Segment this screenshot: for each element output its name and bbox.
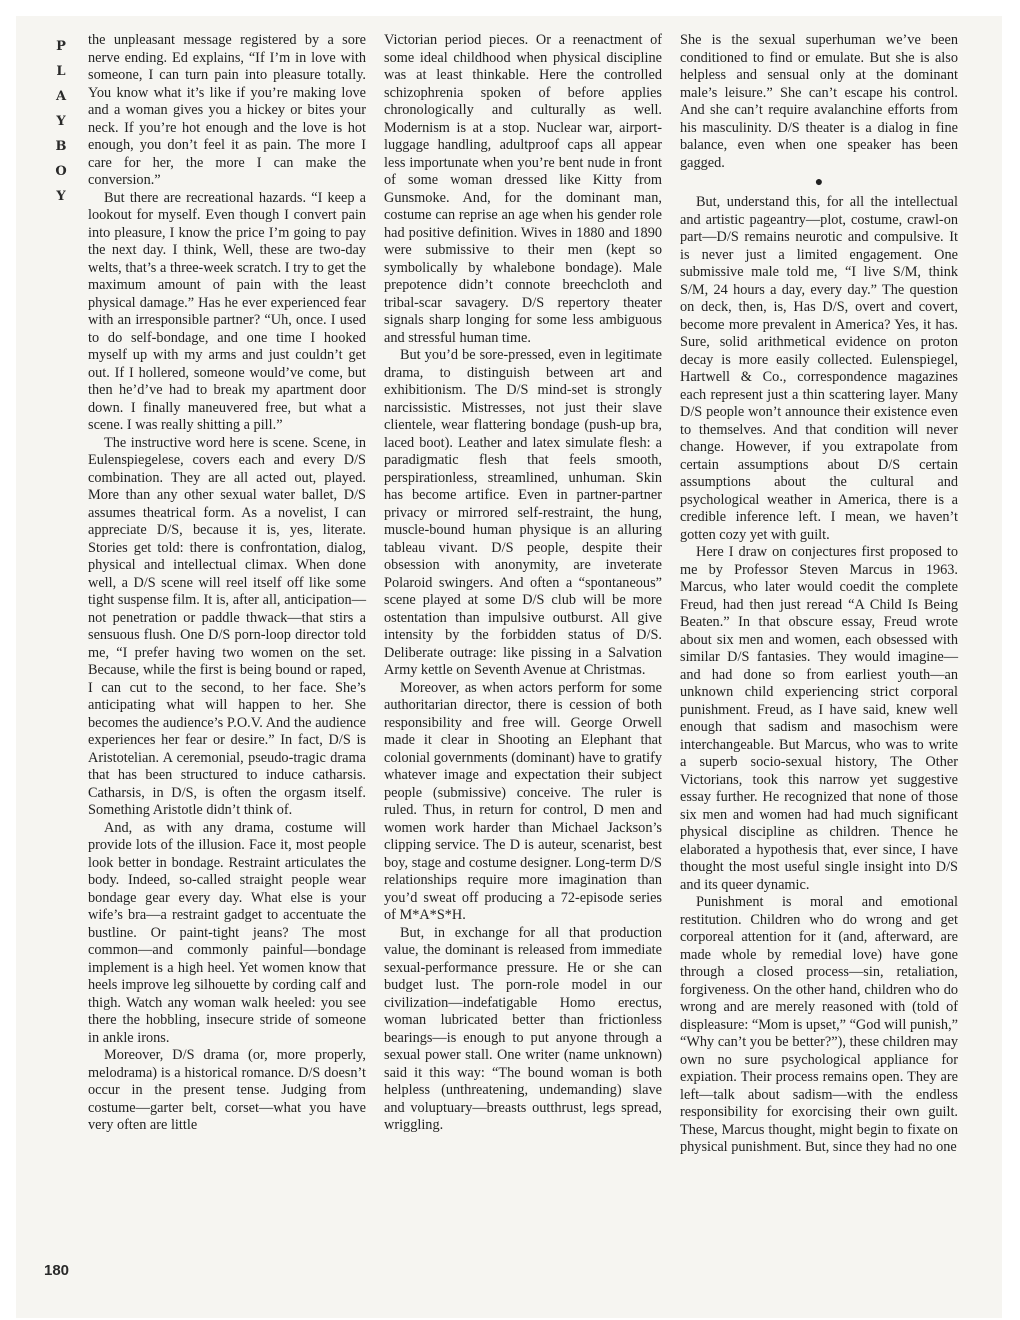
text-column-3 (680, 32, 958, 1157)
running-head-letter: A (55, 89, 67, 104)
running-head-letter: Y (56, 189, 66, 204)
paragraph: But you’d be sore-pressed, even in legitimate drama, to distinguish between art and exhibitionism. The D/S mind-set is strongly narcissistic. Mistresses, not just their slave clientele, wear flattering bondage (push-up bra, laced boot). Leather and latex simulate flesh: a paradigmatic flesh that feels smooth, perspirationless, streamlined, unhuman. Skin has become artifice. Even in partner-partner privacy or mirrored self-restraint, the hung, muscle-bound human physique is an alluring tableau vivant. D/S people, despite their obsession with anonymity, are inveterate Polaroid swingers. And often a “spontaneous” scene played at some D/S club will be more ostentation than impulsive outburst. All give intensity by the forbidden status of D/S. Deliberate outrage: like pissing in a Salvation Army kettle on Seventh Avenue at Christmas. (384, 347, 662, 678)
running-head-letter: O (55, 164, 67, 179)
paragraph: the unpleasant message registered by a sore nerve ending. Ed explains, “If I’m in love with someone, I can turn pain into pleasure totally. You know what it’s like if you’re making love and a woman gives you a hickey or bites your neck. If you’re hot enough and the love is hot enough, you don’t feel it as pain. The more I care for her, the more I can make the conversion.” (88, 32, 366, 188)
running-head-letter: Y (56, 114, 66, 129)
paragraph: Moreover, D/S drama (or, more properly, melodrama) is a historical romance. D/S doesn’t occur in the present tense. Judging from costume—garter belt, corset—what you have very often are little (88, 1047, 366, 1133)
paragraph: And, as with any drama, costume will provide lots of the illusion. Face it, most people look better in bondage. Restraint articulates the body. Indeed, so-called straight people wear bondage gear every day. What else is your wife’s bra—a restraint gadget to accentuate the bustline. Or paint-tight jeans? The most common—and commonly painful—bondage implement is a high heel. Yet women know that heels improve leg silhouette by cording calf and thigh. Watch any woman walk heeled: you see there the hobbling, insecure stride of someone in ankle irons. (88, 819, 366, 1046)
text-column-2 (384, 32, 662, 1135)
paragraph: But there are recreational hazards. “I keep a lookout for myself. Even though I convert pain into pleasure, I know the price I’m going to pay the next day. I think, Well, these are two-day welts, that’s a three-week scratch. I try to get the maximum amount of pain with the least physical damage.” Has he ever experienced fear with an irresponsible partner? “Uh, once. I used to do self-bondage, and one time I hooked myself up with my arms and just couldn’t get out. If I hollered, someone would’ve come, but then he’d’ve had to break my apartment door down. I finally maneuvered free, but what a scene. I was really shitting a pill.” (88, 189, 366, 433)
paragraph: Punishment is moral and emotional restitution. Children who do wrong and get corporeal attention for it (and, afterward, are made whole by remedial love) have gone through a closed process—sin, retaliation, forgiveness. On the other hand, children who do wrong and are merely reasoned with (told of displeasure: “Mom is upset,” “God will punish,” “Why can’t you be better?”), these children may own no sure psychological appliance for expiation. Their process remains open. They are left—talk about sadism—with the endless responsibility for exorcising their own guilt. These, Marcus thought, might begin to fixate on physical punishment. But, since they had no one (680, 894, 958, 1155)
paragraph: But, understand this, for all the intellectual and artistic pageantry—plot, costume, crawl-on part—D/S remains neurotic and compulsive. It is never just a limited engagement. One submissive male told me, “I live S/M, think S/M, 24 hours a day, every day.” The question on deck, then, is, Has D/S, overt and covert, become more prevalent in America? Yes, it has. Sure, solid arithmetical evidence on proton decay is more easily collected. Eulenspiegel, Hartwell & Co., correspondence magazines each represent just a thin scattering layer. Many D/S people won’t announce their existence even to themselves. And that condition will never change. However, if you extrapolate from certain assumptions about D/S certain assumptions about the cultural and psychological weather in America, there is a credible inference left. I mean, we haven’t gotten cozy yet with guilt. (680, 194, 958, 543)
paragraph: Moreover, as when actors perform for some authoritarian director, there is cession of both responsibility and free will. George Orwell made it clear in Shooting an Elephant that colonial governments (dominant) have to gratify whatever image and expectation their subject people (submissive) conceive. The ruler is ruled. Thus, in return for control, D men and women work harder than Michael Jackson’s clipping service. The D is auteur, scenarist, best boy, stage and costume designer. Long-term D/S relationships require more imagination than you’d sweat off producing a 72-episode series of M*A*S*H. (384, 679, 662, 923)
running-head-letter: B (55, 139, 67, 154)
section-break-bullet: ● (814, 175, 824, 190)
paragraph: She is the sexual superhuman we’ve been conditioned to find or emulate. But she is also helpless and sensual only at the dominant male’s leisure.” She can’t escape his control. And she can’t require avalanchine efforts from his masculinity. D/S theater is a dialog in fine balance, even when one speaker has been gagged. (680, 32, 958, 171)
magazine-page (16, 16, 1002, 1318)
paragraph: Victorian period pieces. Or a reenactment of some ideal childhood when physical discipline was at least thinkable. Here the controlled schizophrenia spoken of before applies chronologically and culturally as well. Modernism is at a stop. Nuclear war, airport-luggage handling, adultproof caps all appear less importunate when you’re bent nude in front of some woman dressed like Kitty from Gunsmoke. And, for the dominant man, costume can reprise an age when his gender role had positive definition. Wives in 1880 and 1890 were submissive to their men (kept so symbolically by whalebone bondage). Male prepotence didn’t connote breechcloth and tribal-scar savagery. D/S repertory theater signals sharp longing for some less ambiguous and stressful human time. (384, 32, 662, 346)
paragraph: Here I draw on conjectures first proposed to me by Professor Steven Marcus in 1963. Marcus, who later would coedit the complete Freud, had then just reread “A Child Is Being Beaten.” In that obscure essay, Freud wrote about six men and women, each obsessed with similar D/S fantasies. They would imagine—and had done so from earliest youth—an unknown child experiencing strict corporal punishment. Freud, as I have said, knew well enough that sadism and masochism were interchangeable. But Marcus, who was to write a superb socio-sexual history, The Other Victorians, took this narrow yet suggestive essay further. He recognized that none of those six men and women had had much significant physical discipline as children. Thence he elaborated a hypothesis that, ever since, I have thought the most useful single insight into D/S and its queer dynamic. (680, 544, 958, 893)
paragraph: The instructive word here is scene. Scene, in Eulenspiegelese, covers each and every D/S combination. They are all acted out, played. More than any other sexual water ballet, D/S assumes theatrical form. As a novelist, I can appreciate D/S, because it is, yes, literate. Stories get told: there is confrontation, dialog, physical and intellectual climax. When done well, a D/S scene will reel itself off like some tight suspense film. It is, after all, anticipation—not penetration or paddle thwack—that stirs a sensuous flush. One D/S porn-loop director told me, “I prefer having two women on the set. Because, while the first is being bound or raped, I can cut to the second, to her face. She’s anticipating what will happen to her. She becomes the audience’s P.O.V. And the audience experiences her fear or desire.” In fact, D/S is Aristotelian. A ceremonial, pseudo-tragic drama that has been structured to induce catharsis. Catharsis, in D/S, is often the orgasm itself. Something Aristotle didn’t think of. (88, 434, 366, 818)
paragraph: But, in exchange for all that production value, the dominant is released from immediate sexual-performance pressure. He or she can budget lust. The porn-role model in our civilization—indefatigable Homo erectus, woman lubricated better than frictionless bearings—is enough to put anyone through a sexual power stall. One writer (name unknown) said it this way: “The bound woman is both helpless (unthreatening, undemanding) slave and voluptuary—breasts outthrust, legs spread, wriggling. (384, 924, 662, 1133)
text-column-1 (88, 32, 366, 1135)
running-head-letter: P (56, 39, 66, 54)
page-number: 180 (44, 1262, 70, 1279)
running-head-letter: L (56, 64, 66, 79)
running-head (46, 34, 76, 209)
